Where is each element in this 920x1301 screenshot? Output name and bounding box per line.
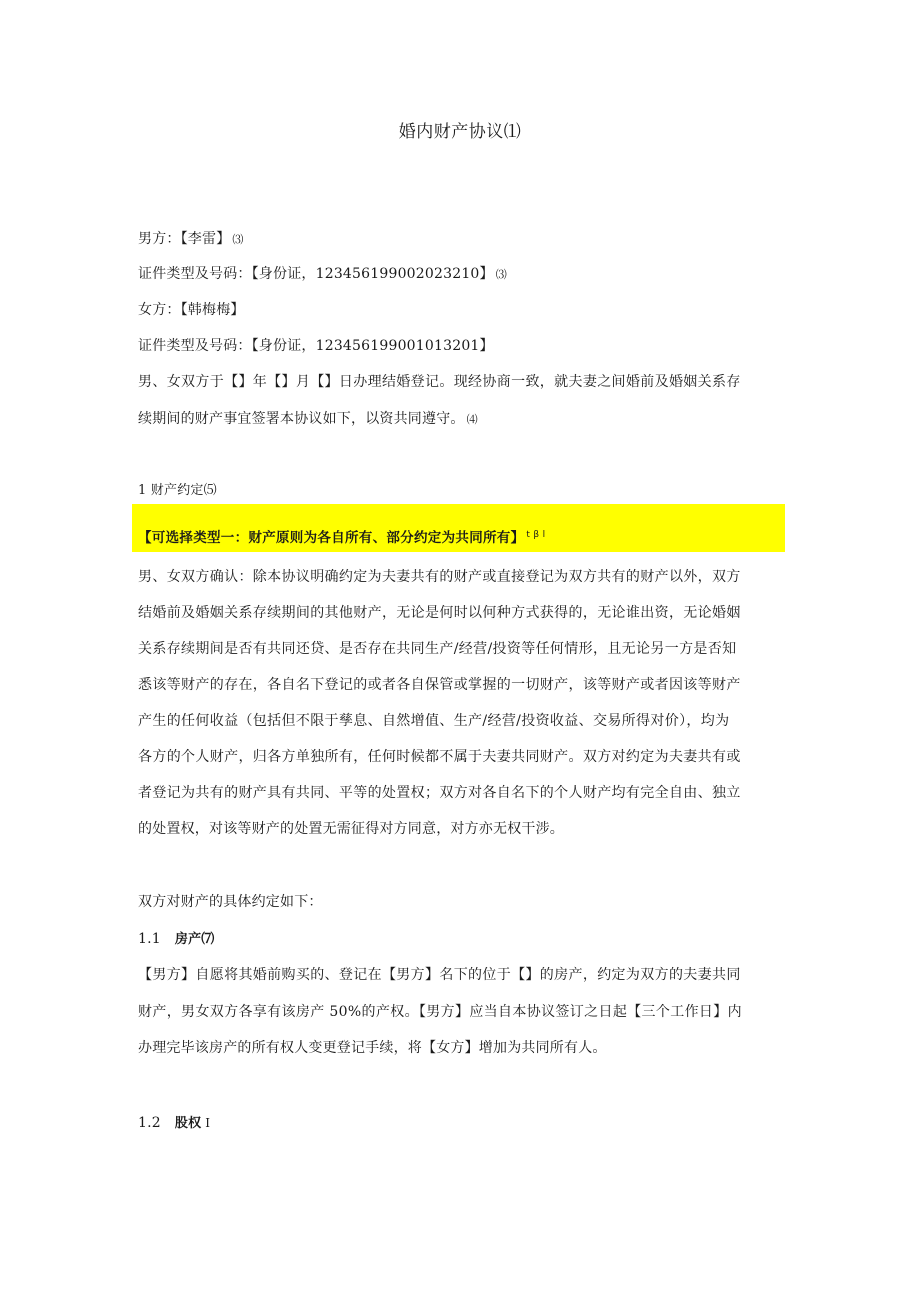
para-line-3: 关系存续期间是否有共同还贷、是否存在共同生产/经营/投资等任何情形，且无论另一方是否知 <box>138 641 737 657</box>
para-line-4: 悉该等财产的存在，各自名下登记的或者各自保管或掌握的一切财产，该等财产或者因该等财产 <box>138 677 741 693</box>
subsection-1-2-heading <box>138 1113 210 1134</box>
female-party-line: 女方：【韩梅梅】 <box>138 302 245 318</box>
male-id-line <box>138 264 507 285</box>
para-line-7: 者登记为共有的财产具有共同、平等的处置权；双方对各自名下的个人财产均有完全自由、独立 <box>138 785 741 801</box>
intro-line-1: 男、女双方于【】年【】月【】日办理结婚登记。现经协商一致，就夫妻之间婚前及婚姻关系存 <box>138 374 741 390</box>
subsection-number: 1.2 <box>138 1115 161 1131</box>
para-line-5: 产生的任何收益（包括但不限于孳息、自然增值、生产/经营/投资收益、交易所得对价），均为 <box>138 713 730 729</box>
subsection-label: 房产⑺ <box>174 932 215 947</box>
footnote-marker: t β l <box>526 529 546 540</box>
document-title: 婚内财产协议⑴ <box>398 122 522 142</box>
male-id-text: 证件类型及号码：【身份证，123456199002023210】 <box>138 266 494 282</box>
footnote-marker: I <box>205 1116 211 1130</box>
intro-line-2-text: 续期间的财产事宜签署本协议如下，以资共同遵守。 <box>138 411 465 427</box>
para-line-1: 男、女双方确认：除本协议明确约定为夫妻共有的财产或直接登记为双方共有的财产以外，双方 <box>138 569 741 585</box>
subsection-1-1-heading <box>138 929 214 950</box>
subsection-number: 1.1 <box>138 931 161 947</box>
specifics-intro: 双方对财产的具体约定如下： <box>138 894 323 910</box>
section-1-heading: 1 财产约定⑸ <box>138 483 217 498</box>
house-para-line-1: 【男方】自愿将其婚前购买的、登记在【男方】名下的位于【】的房产，约定为双方的夫妻共同 <box>138 967 741 983</box>
male-party-text: 男方：【李雷】 <box>138 231 231 247</box>
house-para-line-2: 财产，男女双方各享有该房产 50%的产权。【男方】应当自本协议签订之日起【三个工作日】内 <box>138 1004 742 1020</box>
para-line-2: 结婚前及婚姻关系存续期间的其他财产，无论是何时以何种方式获得的，无论谁出资，无论婚姻 <box>138 605 741 621</box>
subsection-label: 股权 <box>174 1116 202 1131</box>
para-line-8: 的处置权，对该等财产的处置无需征得对方同意，对方亦无权干涉。 <box>138 821 564 837</box>
house-para-line-3: 办理完毕该房产的所有权人变更登记手续，将【女方】增加为共同所有人。 <box>138 1040 607 1056</box>
female-id-line: 证件类型及号码：【身份证，123456199001013201】 <box>138 338 494 354</box>
para-line-6: 各方的个人财产，归各方单独所有，任何时候都不属于夫妻共同财产。双方对约定为夫妻共有或 <box>138 749 741 765</box>
option-type-label <box>138 526 545 546</box>
intro-line-2 <box>138 409 478 430</box>
footnote-marker: ⑶ <box>495 268 507 281</box>
footnote-marker: ⑷ <box>466 413 478 426</box>
option-type-text: 【可选择类型一：财产原则为各自所有、部分约定为共同所有】 <box>138 530 525 546</box>
male-party-line <box>138 229 244 250</box>
footnote-marker: ⑶ <box>232 233 244 246</box>
